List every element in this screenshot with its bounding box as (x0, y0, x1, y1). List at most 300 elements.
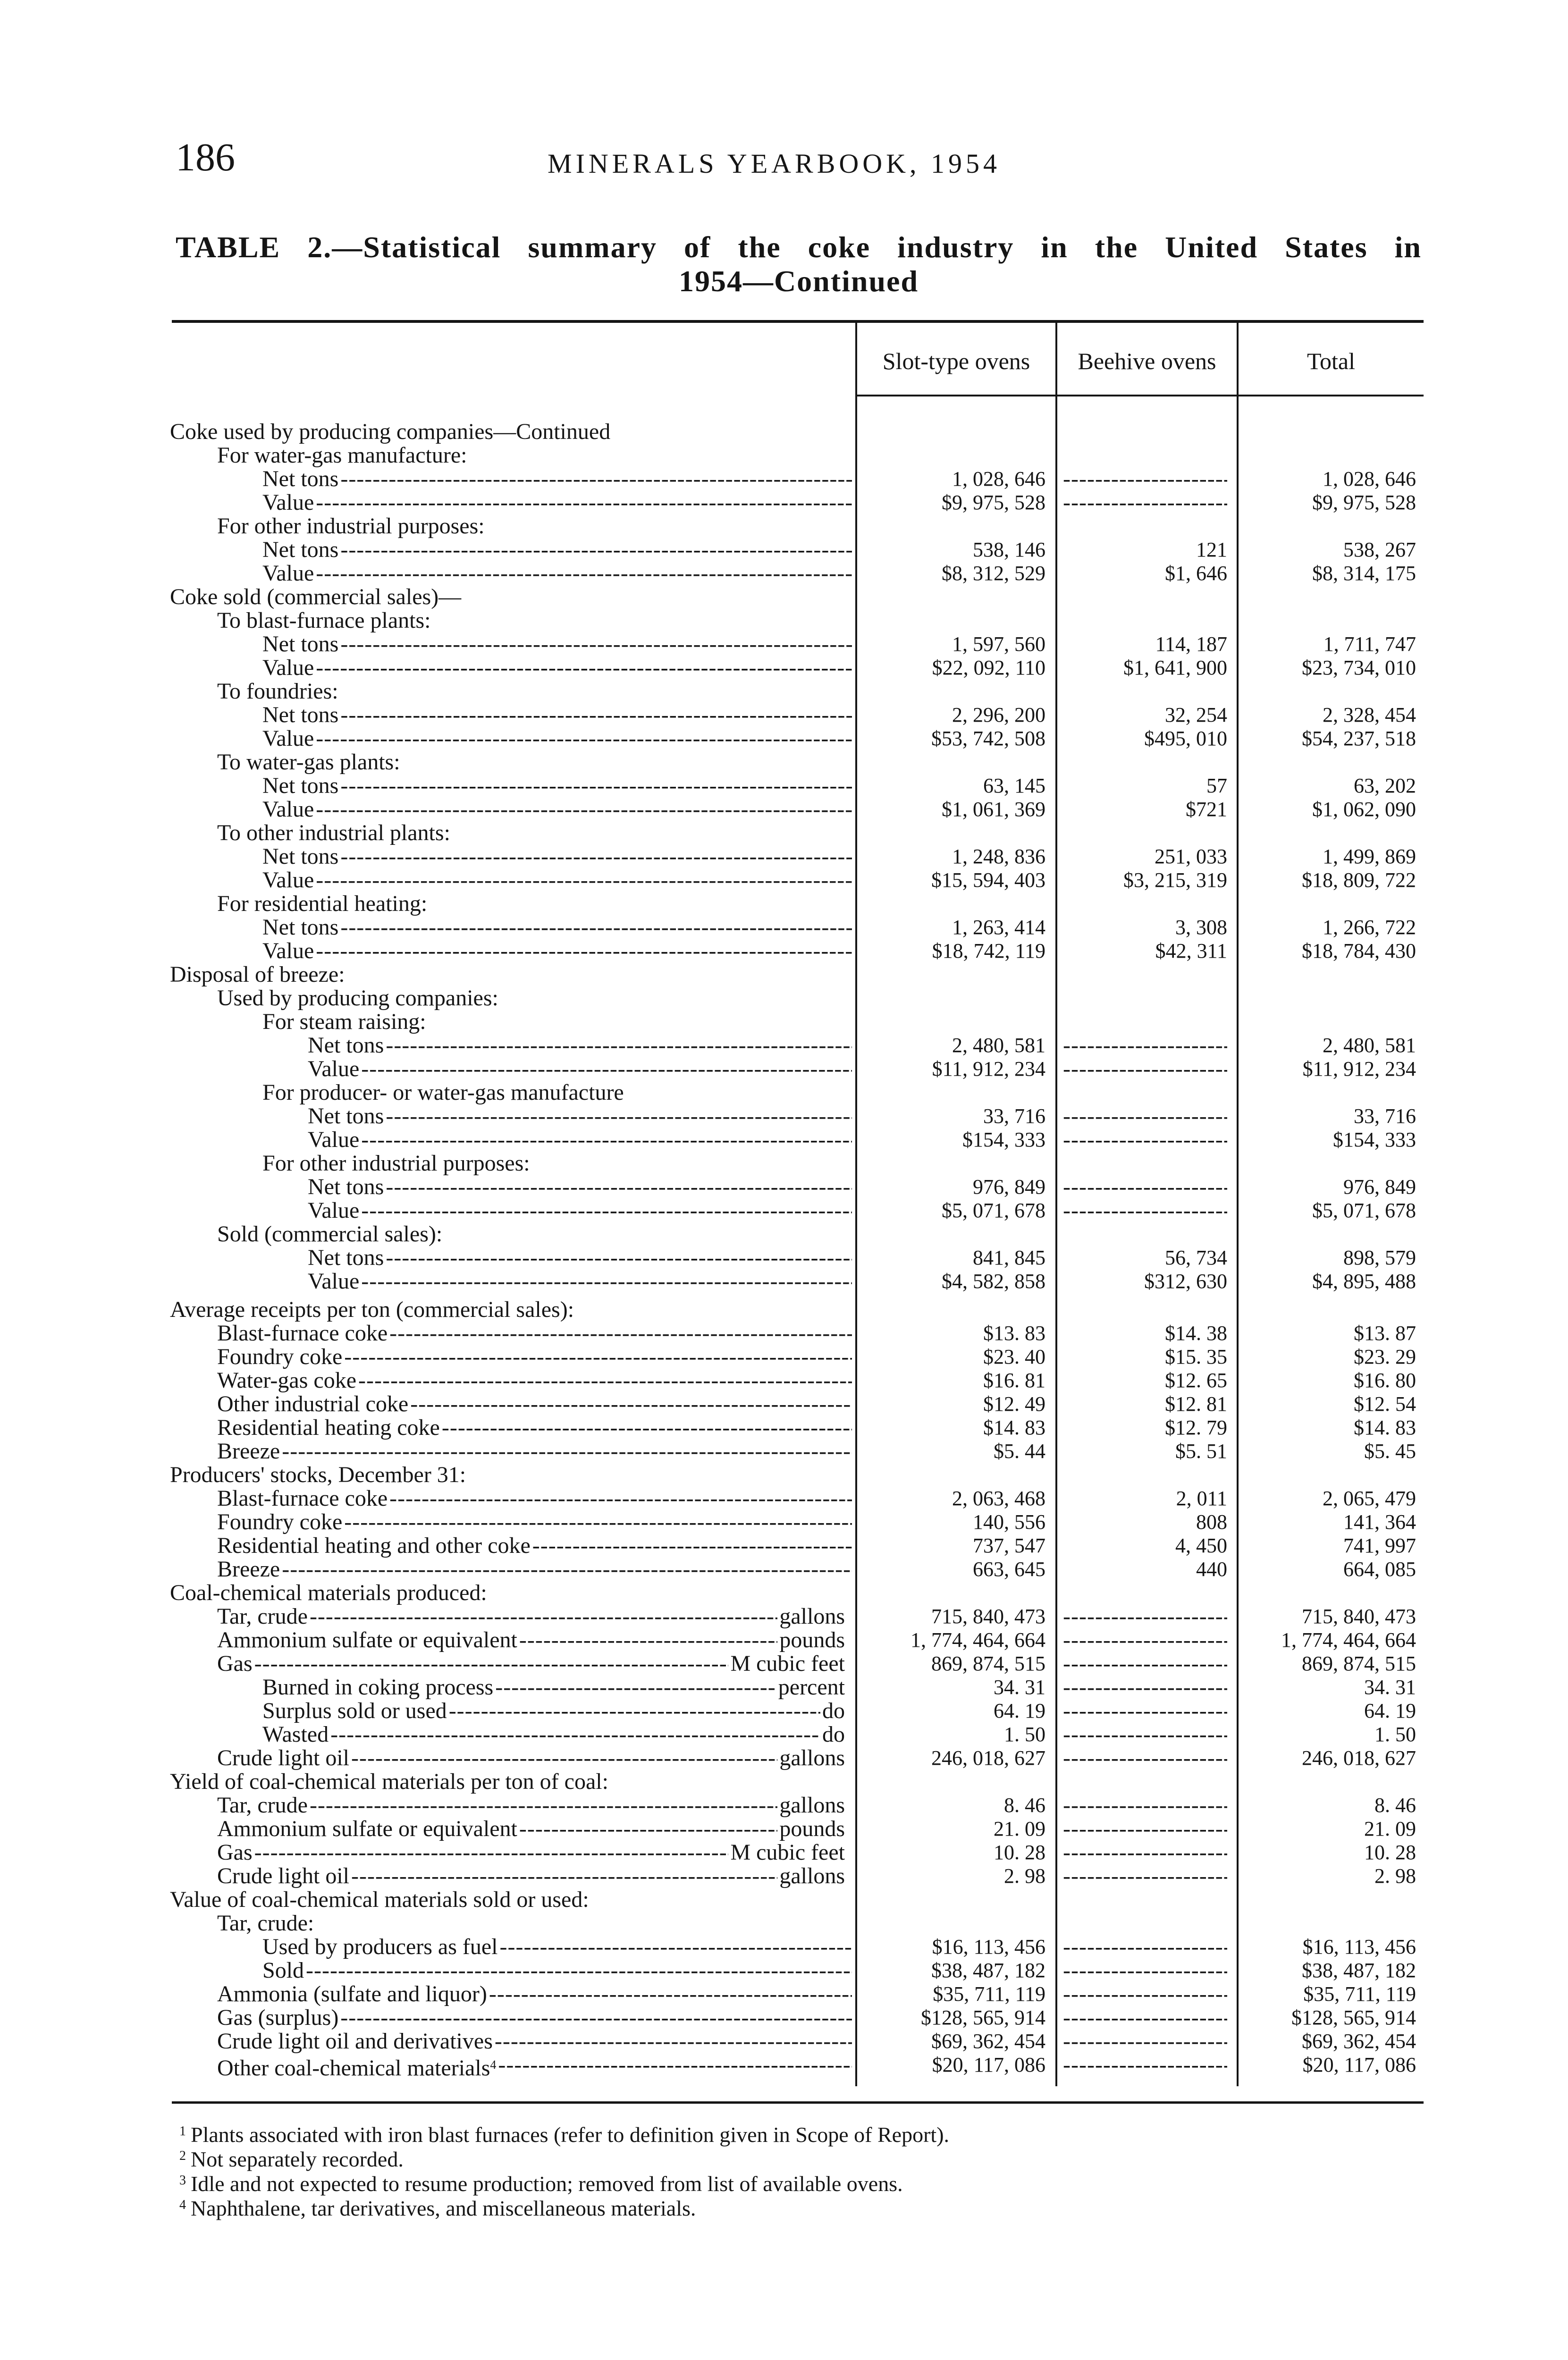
header-bottom-rule (855, 395, 1424, 396)
row-label: Value (262, 868, 314, 893)
cell-total: 63, 202 (1354, 774, 1416, 797)
cell-slot-type: $13. 83 (983, 1322, 1045, 1345)
cell-slot-type: 140, 556 (973, 1510, 1045, 1534)
footnote-marker: 2 (179, 2149, 186, 2163)
cell-beehive: $3, 215, 319 (1123, 868, 1227, 892)
cell-slot-type: $69, 362, 454 (931, 2030, 1045, 2053)
row-label: Value (308, 1198, 360, 1223)
table-row (0, 2030, 1568, 2053)
dot-leader (389, 1487, 852, 1510)
dot-leader (519, 1628, 777, 1652)
cell-total: 1, 774, 464, 664 (1281, 1628, 1416, 1652)
table-row (0, 1222, 1568, 1246)
row-label: Yield of coal-chemical materials per ton of coal: (170, 1769, 608, 1794)
dot-leader (361, 1270, 852, 1293)
row-label: Used by producers as fuel (262, 1934, 498, 1959)
row-label: Value (308, 1056, 360, 1081)
dot-leader (449, 1699, 820, 1723)
cell-total: 21. 09 (1364, 1817, 1416, 1840)
cell-slot-type: 663, 645 (973, 1558, 1045, 1581)
row-label: Coke used by producing companies—Continued (170, 419, 611, 444)
cell-total: 741, 997 (1343, 1534, 1416, 1557)
cell-slot-type: $128, 565, 914 (921, 2006, 1045, 2029)
table-row (0, 1298, 1568, 1322)
table-row (0, 1369, 1568, 1392)
cell-beehive: $495, 010 (1144, 727, 1227, 750)
row-label: Net tons (308, 1033, 384, 1058)
cell-total: 2. 98 (1374, 1864, 1416, 1888)
dot-leader (361, 1057, 852, 1081)
table-row (0, 916, 1568, 939)
row-label: Value (308, 1127, 360, 1152)
table-row (0, 1935, 1568, 1959)
cell-beehive: $5. 51 (1175, 1440, 1227, 1463)
row-label: Producers' stocks, December 31: (170, 1462, 466, 1487)
dot-leader (254, 1841, 729, 1864)
row-label: Tar, crude (217, 1604, 308, 1629)
footnote-item (179, 2198, 696, 2219)
row-label: Value (262, 938, 314, 963)
cell-total: $23. 29 (1354, 1345, 1416, 1368)
cell-beehive: 121 (1196, 538, 1227, 561)
cell-slot-type: 2. 98 (1004, 1864, 1045, 1888)
dot-leader (340, 845, 852, 868)
table-row (0, 562, 1568, 585)
table-row (0, 1770, 1568, 1794)
row-label: Sold (262, 1958, 304, 1983)
row-unit: gallons (779, 1793, 845, 1818)
row-label: For residential heating: (217, 891, 428, 916)
dot-leader (386, 1175, 852, 1199)
row-unit: gallons (779, 1863, 845, 1888)
row-label: Breeze (217, 1439, 280, 1464)
row-label: Gas (217, 1651, 253, 1676)
row-label: Average receipts per ton (commercial sales): (170, 1297, 574, 1322)
cell-total: $5, 071, 678 (1312, 1199, 1416, 1222)
row-label: For other industrial purposes: (217, 514, 485, 539)
empty-cell-dashes (1063, 1794, 1227, 1817)
cell-total: 2, 328, 454 (1323, 703, 1416, 726)
column-header-slot-type: Slot-type ovens (882, 348, 1030, 374)
table-row (0, 1128, 1568, 1152)
table-row (0, 609, 1568, 632)
cell-total: 869, 874, 515 (1302, 1652, 1416, 1675)
dot-leader (344, 1345, 852, 1369)
row-label: To blast-furnace plants: (217, 608, 431, 633)
table-row (0, 1270, 1568, 1293)
row-unit: do (822, 1722, 845, 1747)
table-row (0, 727, 1568, 750)
cell-total: $16. 80 (1354, 1369, 1416, 1392)
cell-total: 538, 267 (1343, 538, 1416, 561)
dot-leader (316, 727, 852, 750)
dot-leader (316, 868, 852, 892)
table-row (0, 1817, 1568, 1841)
row-label: Blast-furnace coke (217, 1486, 388, 1511)
cell-total: 898, 579 (1343, 1246, 1416, 1269)
row-label: For other industrial purposes: (262, 1151, 530, 1176)
table-row (0, 1175, 1568, 1199)
empty-cell-dashes (1063, 2053, 1227, 2077)
table-row (0, 420, 1568, 444)
cell-total: $38, 487, 182 (1302, 1959, 1416, 1982)
table-title (176, 230, 1422, 298)
cell-total: $8, 314, 175 (1312, 562, 1416, 585)
cell-slot-type: 64. 19 (994, 1699, 1045, 1722)
cell-total: $69, 362, 454 (1302, 2030, 1416, 2053)
cell-total: 10. 28 (1364, 1841, 1416, 1864)
cell-slot-type: $20, 117, 086 (932, 2053, 1045, 2076)
row-label: Other coal-chemical materials$^4$ (217, 2056, 497, 2081)
footnote-marker: 3 (179, 2173, 186, 2188)
cell-total: $11, 912, 234 (1302, 1057, 1416, 1080)
dot-leader (489, 1982, 852, 2006)
cell-beehive: 32, 254 (1165, 703, 1227, 726)
cell-total: 2, 480, 581 (1323, 1034, 1416, 1057)
table-row (0, 656, 1568, 680)
table-row (0, 1152, 1568, 1175)
cell-total: 1, 499, 869 (1323, 845, 1416, 868)
column-header-beehive: Beehive ovens (1078, 348, 1216, 374)
empty-cell-dashes (1063, 1959, 1227, 1982)
cell-slot-type: 2, 480, 581 (952, 1034, 1045, 1057)
table-row (0, 1628, 1568, 1652)
dot-leader (498, 2053, 852, 2077)
row-label: Surplus sold or used (262, 1698, 447, 1723)
row-label: Crude light oil (217, 1745, 349, 1770)
row-label: Residential heating coke (217, 1415, 440, 1440)
row-label: Net tons (262, 632, 339, 657)
row-label: Net tons (308, 1104, 384, 1129)
cell-total: $16, 113, 456 (1302, 1935, 1416, 1958)
footnote-marker: 4 (179, 2198, 186, 2212)
table-row (0, 1081, 1568, 1104)
dot-leader (386, 1246, 852, 1270)
row-label: Value (308, 1269, 360, 1294)
cell-total: $35, 711, 119 (1303, 1982, 1416, 2006)
row-unit: do (822, 1698, 845, 1723)
cell-total: 1, 266, 722 (1323, 916, 1416, 939)
table-row (0, 821, 1568, 845)
table-title-line-2: 1954—Continued (678, 264, 919, 298)
dot-leader (340, 467, 852, 491)
footnote-text: Plants associated with iron blast furnaces (refer to definition given in Scope of Report). (191, 2123, 950, 2147)
cell-beehive: 251, 033 (1155, 845, 1227, 868)
row-label: Ammonia (sulfate and liquor) (217, 1981, 487, 2006)
row-label: Crude light oil and derivatives (217, 2029, 493, 2054)
cell-slot-type: $154, 333 (962, 1128, 1045, 1151)
footnote-marker: 4 (490, 2058, 497, 2072)
row-unit: M cubic feet (730, 1840, 845, 1865)
dot-leader (442, 1416, 852, 1440)
row-unit: gallons (779, 1604, 845, 1629)
cell-total: 33, 716 (1354, 1104, 1416, 1128)
cell-beehive: $1, 641, 900 (1123, 656, 1227, 679)
cell-total: $20, 117, 086 (1302, 2053, 1416, 2076)
cell-beehive: 3, 308 (1175, 916, 1227, 939)
table-row (0, 1057, 1568, 1081)
row-unit: gallons (779, 1745, 845, 1770)
cell-slot-type: 2, 063, 468 (952, 1487, 1045, 1510)
cell-total: $5. 45 (1364, 1440, 1416, 1463)
dot-leader (340, 2006, 852, 2030)
row-label: Tar, crude (217, 1793, 308, 1818)
cell-total: $1, 062, 090 (1312, 798, 1416, 821)
empty-cell-dashes (1063, 2006, 1227, 2030)
table-row (0, 798, 1568, 821)
dot-leader (310, 1794, 777, 1817)
row-label: Wasted (262, 1722, 329, 1747)
empty-cell-dashes (1063, 1104, 1227, 1128)
table-row (0, 1723, 1568, 1746)
cell-beehive: 57 (1206, 774, 1227, 797)
cell-slot-type: 1, 248, 836 (952, 845, 1045, 868)
row-label: Net tons (308, 1174, 384, 1199)
empty-cell-dashes (1063, 1628, 1227, 1652)
dot-leader (361, 1199, 852, 1222)
table-row (0, 1746, 1568, 1770)
cell-total: 664, 085 (1343, 1558, 1416, 1581)
row-label: Used by producing companies: (217, 986, 498, 1011)
cell-total: $18, 809, 722 (1302, 868, 1416, 892)
table-bottom-rule (172, 2101, 1424, 2104)
row-label: For producer- or water-gas manufacture (262, 1080, 624, 1105)
cell-total: 246, 018, 627 (1302, 1746, 1416, 1770)
cell-slot-type: $38, 487, 182 (931, 1959, 1045, 1982)
dot-leader (386, 1034, 852, 1057)
table-row (0, 1440, 1568, 1463)
table-row (0, 1888, 1568, 1912)
table-title-line-1: TABLE 2.—Statistical summary of the coke industry in the United States in (176, 230, 1422, 264)
cell-beehive: 808 (1196, 1510, 1227, 1534)
dot-leader (386, 1104, 852, 1128)
row-label: To water-gas plants: (217, 750, 400, 775)
cell-slot-type: $16. 81 (983, 1369, 1045, 1392)
row-label: Value (262, 490, 314, 515)
cell-total: 1. 50 (1374, 1723, 1416, 1746)
table-row (0, 1794, 1568, 1817)
cell-total: 64. 19 (1364, 1699, 1416, 1722)
table-row (0, 1463, 1568, 1487)
table-row (0, 1510, 1568, 1534)
row-label: To foundries: (217, 679, 338, 704)
cell-total: $23, 734, 010 (1302, 656, 1416, 679)
cell-total: $9, 975, 528 (1312, 491, 1416, 514)
cell-slot-type: $15, 594, 403 (931, 868, 1045, 892)
table-row (0, 444, 1568, 467)
row-label: Ammonium sulfate or equivalent (217, 1816, 517, 1841)
cell-slot-type: 34. 31 (994, 1676, 1045, 1699)
cell-total: $128, 565, 914 (1291, 2006, 1416, 2029)
table-row (0, 868, 1568, 892)
cell-total: 715, 840, 473 (1302, 1605, 1416, 1628)
table-row (0, 1034, 1568, 1057)
row-label: Breeze (217, 1557, 280, 1582)
table-row (0, 1841, 1568, 1864)
row-label: Net tons (262, 537, 339, 562)
table-row (0, 939, 1568, 963)
empty-cell-dashes (1063, 1128, 1227, 1152)
table-row (0, 585, 1568, 609)
cell-beehive: $12. 79 (1165, 1416, 1227, 1439)
cell-total: 976, 849 (1343, 1175, 1416, 1198)
row-label: Tar, crude: (217, 1911, 314, 1936)
cell-slot-type: $9, 975, 528 (942, 491, 1045, 514)
row-label: Value (262, 561, 314, 586)
dot-leader (500, 1935, 852, 1959)
table-row (0, 750, 1568, 774)
row-label: Value (262, 797, 314, 822)
row-label: Net tons (262, 773, 339, 798)
table-row (0, 1699, 1568, 1723)
table-row (0, 1322, 1568, 1345)
cell-total: $18, 784, 430 (1302, 939, 1416, 962)
table-row (0, 1652, 1568, 1676)
dot-leader (532, 1534, 852, 1558)
footnote-text: Naphthalene, tar derivatives, and miscellaneous materials. (191, 2196, 696, 2220)
cell-slot-type: $1, 061, 369 (942, 798, 1045, 821)
cell-slot-type: $18, 742, 119 (932, 939, 1045, 962)
table-row (0, 774, 1568, 798)
table-row (0, 1676, 1568, 1699)
dot-leader (344, 1510, 852, 1534)
table-row (0, 1912, 1568, 1935)
empty-cell-dashes (1063, 491, 1227, 514)
dot-leader (340, 703, 852, 727)
cell-slot-type: 1, 028, 646 (952, 467, 1045, 490)
dot-leader (361, 1128, 852, 1152)
cell-beehive: $12. 65 (1165, 1369, 1227, 1392)
cell-beehive: $1, 646 (1165, 562, 1227, 585)
empty-cell-dashes (1063, 1746, 1227, 1770)
table-row (0, 1345, 1568, 1369)
row-label: Net tons (262, 466, 339, 491)
cell-total: $14. 83 (1354, 1416, 1416, 1439)
table-row (0, 1864, 1568, 1888)
row-label: Foundry coke (217, 1509, 343, 1534)
row-unit: M cubic feet (730, 1651, 845, 1676)
row-label: Foundry coke (217, 1344, 343, 1369)
cell-total: $54, 237, 518 (1302, 727, 1416, 750)
cell-beehive: $721 (1186, 798, 1227, 821)
empty-cell-dashes (1063, 1676, 1227, 1699)
cell-beehive: $42, 311 (1155, 939, 1227, 962)
cell-total: 141, 364 (1343, 1510, 1416, 1534)
cell-slot-type: $8, 312, 529 (942, 562, 1045, 585)
table-row (0, 1959, 1568, 1982)
empty-cell-dashes (1063, 1034, 1227, 1057)
dot-leader (495, 2030, 852, 2053)
column-header-total: Total (1307, 348, 1356, 374)
table-row (0, 1982, 1568, 2006)
table-row (0, 986, 1568, 1010)
footnote-item (179, 2173, 903, 2195)
dot-leader (330, 1723, 820, 1746)
empty-cell-dashes (1063, 1864, 1227, 1888)
table-row (0, 1104, 1568, 1128)
cell-slot-type: $23. 40 (983, 1345, 1045, 1368)
empty-cell-dashes (1063, 1652, 1227, 1676)
dot-leader (519, 1817, 777, 1841)
dot-leader (340, 538, 852, 562)
dot-leader (282, 1558, 852, 1581)
table-row (0, 1487, 1568, 1510)
dot-leader (316, 939, 852, 963)
row-unit: percent (778, 1675, 845, 1700)
cell-slot-type: 538, 146 (973, 538, 1045, 561)
table-row (0, 491, 1568, 514)
row-label: Net tons (262, 702, 339, 727)
empty-cell-dashes (1063, 1199, 1227, 1222)
cell-slot-type: 737, 547 (973, 1534, 1045, 1557)
table-row (0, 2006, 1568, 2030)
table-row (0, 845, 1568, 868)
table-row (0, 1581, 1568, 1605)
cell-beehive: $312, 630 (1144, 1270, 1227, 1293)
dot-leader (389, 1322, 852, 1345)
cell-slot-type: 976, 849 (973, 1175, 1045, 1198)
row-label: For steam raising: (262, 1009, 426, 1034)
row-label: Coal-chemical materials produced: (170, 1580, 487, 1605)
table-row (0, 963, 1568, 986)
cell-slot-type: 246, 018, 627 (931, 1746, 1045, 1770)
row-label: Crude light oil (217, 1863, 349, 1888)
row-label: Residential heating and other coke (217, 1533, 531, 1558)
dot-leader (340, 774, 852, 798)
table-row (0, 1199, 1568, 1222)
row-label: Value (262, 655, 314, 680)
footnote-text: Idle and not expected to resume production; removed from list of available ovens. (191, 2172, 903, 2196)
cell-slot-type: $5. 44 (994, 1440, 1045, 1463)
cell-slot-type: $5, 071, 678 (942, 1199, 1045, 1222)
empty-cell-dashes (1063, 467, 1227, 491)
running-title: MINERALS YEARBOOK, 1954 (548, 148, 1001, 179)
cell-slot-type: 1. 50 (1004, 1723, 1045, 1746)
dot-leader (316, 562, 852, 585)
empty-cell-dashes (1063, 1699, 1227, 1723)
dot-leader (358, 1369, 852, 1392)
footnote-item (179, 2124, 949, 2146)
footnote-item (179, 2149, 404, 2170)
row-unit: pounds (779, 1816, 845, 1841)
table-row (0, 892, 1568, 916)
dot-leader (306, 1959, 852, 1982)
table-row (0, 1246, 1568, 1270)
dot-leader (351, 1864, 777, 1888)
cell-slot-type: 1, 263, 414 (952, 916, 1045, 939)
cell-slot-type: 21. 09 (994, 1817, 1045, 1840)
empty-cell-dashes (1063, 1817, 1227, 1841)
cell-total: $13. 87 (1354, 1322, 1416, 1345)
cell-slot-type: $53, 742, 508 (931, 727, 1045, 750)
cell-slot-type: 2, 296, 200 (952, 703, 1045, 726)
row-label: Gas (217, 1840, 253, 1865)
cell-slot-type: $16, 113, 456 (932, 1935, 1045, 1958)
table-row (0, 1010, 1568, 1034)
row-label: Sold (commercial sales): (217, 1222, 443, 1247)
row-label: Blast-furnace coke (217, 1321, 388, 1346)
cell-slot-type: 841, 845 (973, 1246, 1045, 1269)
row-label: Gas (surplus) (217, 2005, 339, 2030)
row-label: Ammonium sulfate or equivalent (217, 1627, 517, 1652)
empty-cell-dashes (1063, 1057, 1227, 1081)
empty-cell-dashes (1063, 1982, 1227, 2006)
cell-total: 1, 028, 646 (1323, 467, 1416, 490)
cell-beehive: $15. 35 (1165, 1345, 1227, 1368)
page-number: 186 (176, 135, 235, 179)
table-row (0, 1534, 1568, 1558)
row-label: Value of coal-chemical materials sold or used: (170, 1887, 589, 1912)
